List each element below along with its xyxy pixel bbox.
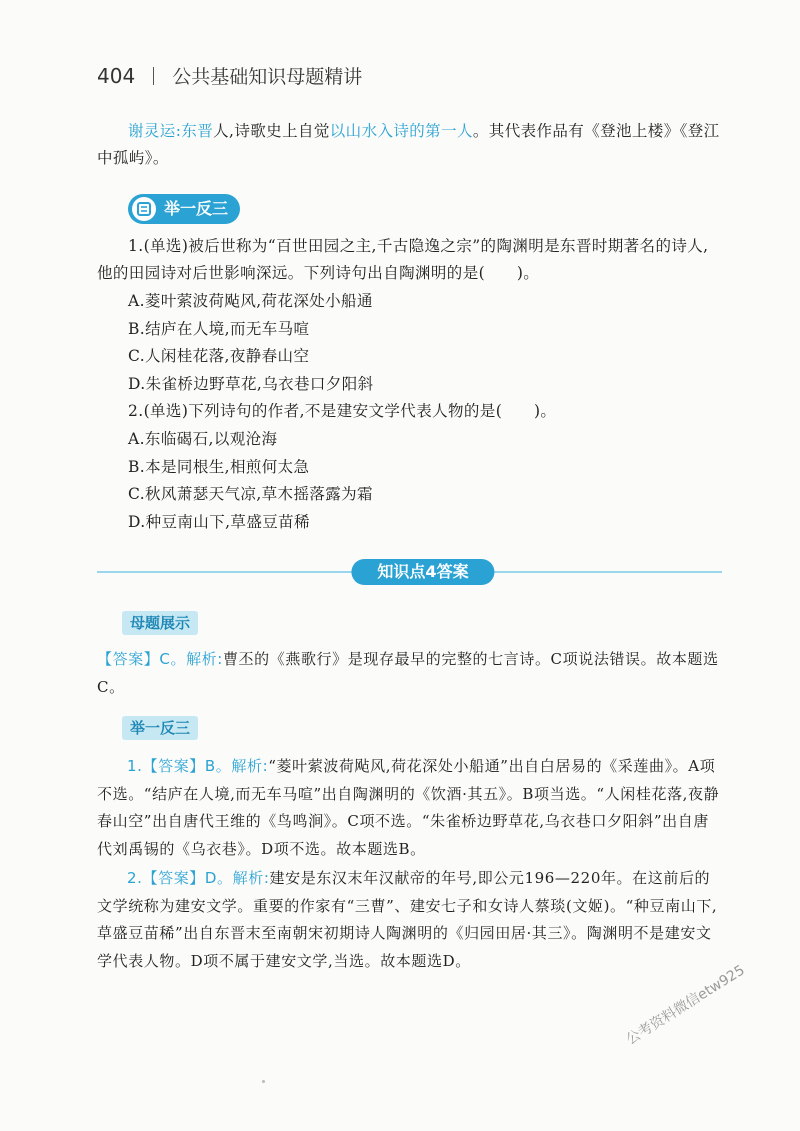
question-1-option-c: C.人闲桂花落,夜静春山空 (128, 347, 310, 365)
intro-text-2: 。其代表作品有《登池上楼》《登江中孤屿》。 (97, 122, 720, 167)
mother-answer (97, 646, 722, 701)
answer-1-text: “菱叶萦波荷飐风,荷花深处小船通”出自白居易的《采莲曲》。A项不选。“结庐在人境,而无车马喧”出自陶渊明的《饮酒·其五》。B项当选。“人闲桂花落,夜静春山空”出自唐代王维的《鸟鸣涧》。C项不选。“朱雀桥边野草花,乌衣巷口夕阳斜”出自唐代刘禹锡的《乌衣巷》。D项不选。故本题选B。 (97, 757, 720, 858)
question-2-option-c: C.秋风萧瑟天气凉,草木摇落露为霜 (128, 485, 373, 503)
question-2-option-b: B.本是同根生,相煎何太急 (128, 458, 310, 476)
question-1-option-a: A.菱叶萦波荷飐风,荷花深处小船通 (128, 292, 373, 310)
intro-paragraph (97, 118, 722, 172)
book-title: 公共基础知识母题精讲 (172, 66, 363, 88)
header-divider (153, 67, 154, 85)
question-1-stem: 1.(单选)被后世称为“百世田园之主,千古隐逸之宗”的陶渊明是东晋时期著名的诗人,他的田园诗对后世影响深远。下列诗句出自陶渊明的是( )。 (97, 237, 709, 282)
poet-dynasty: 东晋 (181, 122, 214, 140)
practice-answers-tag: 举一反三 (122, 716, 198, 740)
question-2-option-d: D.种豆南山下,草盛豆苗稀 (128, 513, 310, 531)
intro-text-1: 人,诗歌史上自觉 (213, 122, 330, 140)
mother-question-tag: 母题展示 (122, 611, 198, 635)
poet-colon: : (175, 122, 182, 140)
page-header (97, 62, 362, 89)
book-icon (132, 197, 156, 221)
question-1-option-d: D.朱雀桥边野草花,乌衣巷口夕阳斜 (128, 375, 374, 393)
practice-badge (128, 194, 240, 224)
question-1-option-b: B.结庐在人境,而无车马喧 (128, 320, 310, 338)
mother-answer-label: 【答案】C。解析: (97, 650, 223, 668)
answer-2-text: 建安是东汉末年汉献帝的年号,即公元196—220年。在这前后的文学统称为建安文学。重要的作家有“三曹”、建安七子和女诗人蔡琰(文姬)。“种豆南山下,草盛豆苗稀”出自东晋末至南朝宋初期诗人陶渊明的《归园田居·其三》。陶渊明不是建安文学代表人物。D项不属于建安文学,当选。故本题选D。 (97, 869, 718, 970)
answer-1-label: 1.【答案】B。解析: (127, 757, 269, 775)
question-2-option-a: A.东临碣石,以观沧海 (128, 430, 278, 448)
answer-2 (97, 865, 722, 975)
question-2-stem: 2.(单选)下列诗句的作者,不是建安文学代表人物的是( )。 (128, 402, 557, 420)
answer-2-label: 2.【答案】D。解析: (127, 869, 270, 887)
intro-highlight: 以山水入诗的第一人 (329, 122, 473, 140)
answer-section-title: 知识点4答案 (351, 559, 494, 585)
answer-section-header (97, 559, 722, 585)
scan-speck (262, 1080, 265, 1083)
answer-1 (97, 753, 722, 863)
mother-answer-text: 曹丕的《燕歌行》是现存最早的完整的七言诗。C项说法错误。故本题选C。 (97, 650, 719, 696)
practice-badge-label: 举一反三 (164, 199, 229, 218)
watermark: 公考资料微信etw925 (623, 962, 748, 1049)
page-number: 404 (97, 63, 136, 88)
poet-name: 谢灵运 (128, 122, 176, 140)
